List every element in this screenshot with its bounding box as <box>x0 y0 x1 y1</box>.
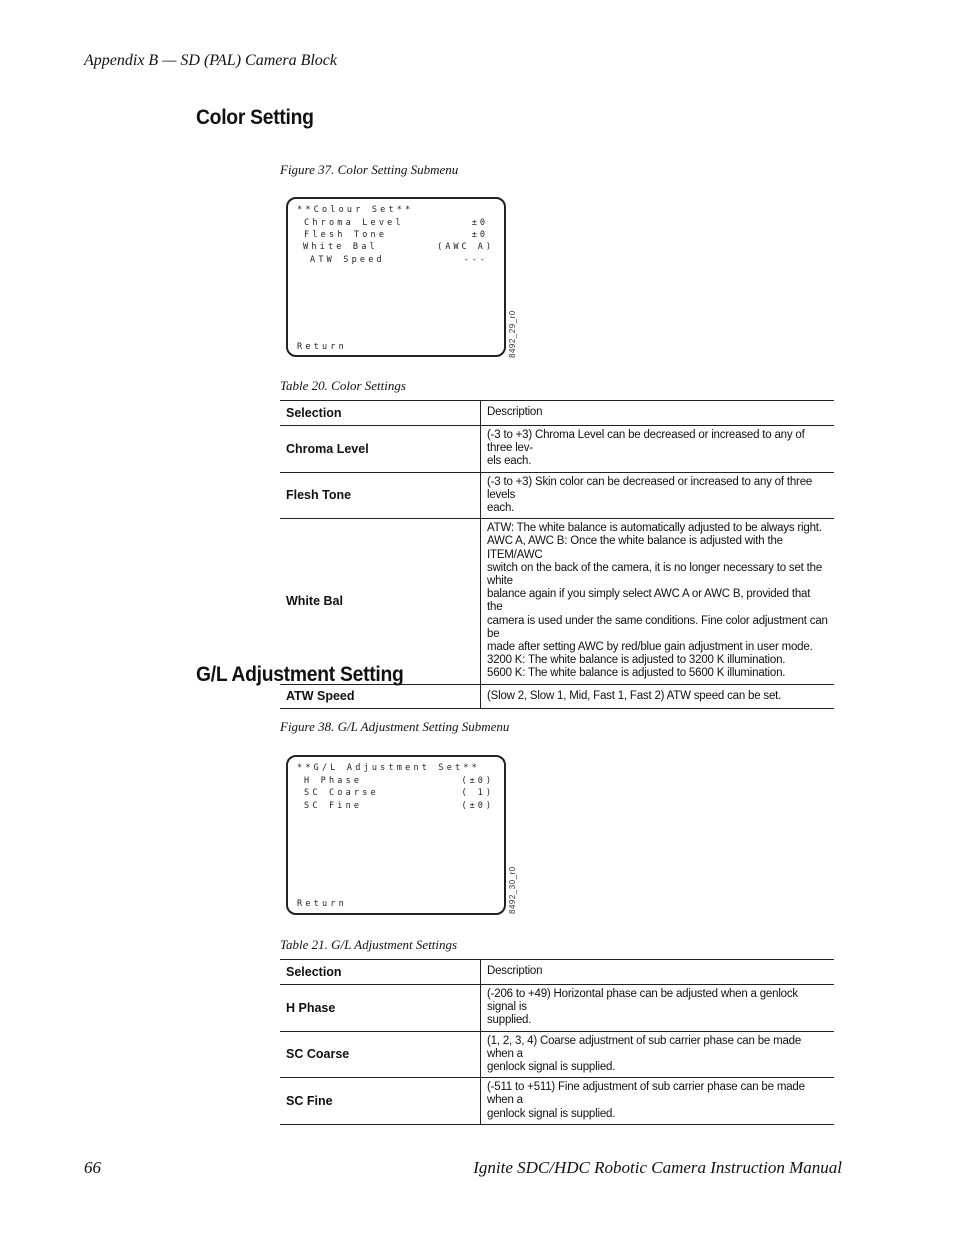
table-row <box>280 1078 834 1125</box>
table-row <box>280 426 834 473</box>
description-cell <box>481 472 835 519</box>
section-title-color-setting: Color Setting <box>196 106 314 129</box>
screen-row-label: ATW Speed <box>310 255 385 265</box>
screen-row-label: SC Fine <box>304 801 363 811</box>
description-line: genlock signal is supplied. <box>487 1061 616 1074</box>
description-line: 5600 K: The white balance is adjusted to 5600 K illumination. <box>487 667 786 680</box>
header-selection: Selection <box>280 401 481 426</box>
screen-row-value: ±0 <box>471 218 488 228</box>
gl-adjustment-submenu-screen <box>286 755 506 915</box>
table-caption: Table 21. G/L Adjustment Settings <box>280 937 458 952</box>
screen-return-label: Return <box>297 342 347 352</box>
screen-row-value: (±0) <box>461 801 494 811</box>
screen-row-value: ±0 <box>471 230 488 240</box>
figure-id: 8492_30_r0 <box>508 866 517 914</box>
description-line: (Slow 2, Slow 1, Mid, Fast 1, Fast 2) ATW speed can be set. <box>487 689 782 702</box>
selection-cell: Chroma Level <box>280 426 481 473</box>
header-description: Description <box>481 960 835 985</box>
selection-cell: ATW Speed <box>280 684 481 708</box>
figure-caption: Figure 37. Color Setting Submenu <box>280 162 459 177</box>
selection-cell: SC Fine <box>280 1078 481 1125</box>
page-number: 66 <box>84 1158 101 1177</box>
running-head: Appendix B — SD (PAL) Camera Block <box>84 52 337 69</box>
description-line: balance again if you simply select AWC A or AWC B, provided that the <box>487 588 811 614</box>
selection-cell: Flesh Tone <box>280 472 481 519</box>
description-line: els each. <box>487 455 532 468</box>
screen-title: **G/L Adjustment Set** <box>297 763 480 773</box>
description-line: 3200 K: The white balance is adjusted to 3200 K illumination. <box>487 654 786 667</box>
description-line: each. <box>487 502 515 515</box>
table-header-row <box>280 960 834 985</box>
screen-row-value: (±0) <box>461 776 494 786</box>
screen-row-label: SC Coarse <box>304 788 379 798</box>
description-line: (-511 to +511) Fine adjustment of sub carrier phase can be made when a <box>487 1081 805 1107</box>
description-line: genlock signal is supplied. <box>487 1107 616 1120</box>
screen-row-label: White Bal <box>303 242 378 252</box>
description-line: made after setting AWC by red/blue gain adjustment in user mode. <box>487 641 813 654</box>
description-cell <box>481 985 835 1032</box>
footer-manual-title: Ignite SDC/HDC Robotic Camera Instruction Manual <box>473 1158 842 1177</box>
description-cell <box>481 1078 835 1125</box>
table-row <box>280 684 834 708</box>
screen-row-label: Chroma Level <box>304 218 404 228</box>
table-row <box>280 519 834 684</box>
description-line: camera is used under the same conditions. Fine color adjustment can be <box>487 614 828 640</box>
header-selection: Selection <box>280 960 481 985</box>
screen-row-value: (AWC A) <box>437 242 494 252</box>
gl-adjustment-settings-table <box>280 959 834 1125</box>
screen-row-value: --- <box>463 255 488 265</box>
table-row <box>280 985 834 1032</box>
header-description: Description <box>481 401 835 426</box>
description-cell <box>481 684 835 708</box>
color-set-submenu-screen <box>286 197 506 357</box>
figure-caption: Figure 38. G/L Adjustment Setting Submenu <box>280 719 510 734</box>
screen-title: **Colour Set** <box>297 205 414 215</box>
description-line: (-3 to +3) Chroma Level can be decreased or increased to any of three lev- <box>487 429 805 455</box>
selection-cell: White Bal <box>280 519 481 684</box>
screen-row-label: Flesh Tone <box>304 230 388 240</box>
screen-row-value: ( 1) <box>461 788 494 798</box>
screen-row-label: H Phase <box>304 776 363 786</box>
figure-id: 8492_29_r0 <box>508 310 517 358</box>
description-line: switch on the back of the camera, it is no longer necessary to set the white <box>487 561 823 588</box>
description-line: (-3 to +3) Skin color can be decreased or increased to any of three levels <box>487 475 813 501</box>
selection-cell: H Phase <box>280 985 481 1032</box>
table-row <box>280 1031 834 1078</box>
description-line: AWC A, AWC B: Once the white balance is adjusted with the ITEM/AWC <box>487 535 783 561</box>
description-cell <box>481 1031 835 1078</box>
table-header-row <box>280 401 834 426</box>
description-cell <box>481 519 835 684</box>
screen-return-label: Return <box>297 899 347 909</box>
section-title-gl-adjustment: G/L Adjustment Setting <box>196 663 404 686</box>
description-line: supplied. <box>487 1014 532 1027</box>
description-line: ATW: The white balance is automatically adjusted to be always right. <box>487 522 822 535</box>
selection-cell: SC Coarse <box>280 1031 481 1078</box>
description-line: (-206 to +49) Horizontal phase can be adjusted when a genlock signal is <box>487 988 798 1014</box>
table-caption: Table 20. Color Settings <box>280 378 406 393</box>
description-line: (1, 2, 3, 4) Coarse adjustment of sub carrier phase can be made when a <box>487 1034 802 1060</box>
description-cell <box>481 426 835 473</box>
table-row <box>280 472 834 519</box>
